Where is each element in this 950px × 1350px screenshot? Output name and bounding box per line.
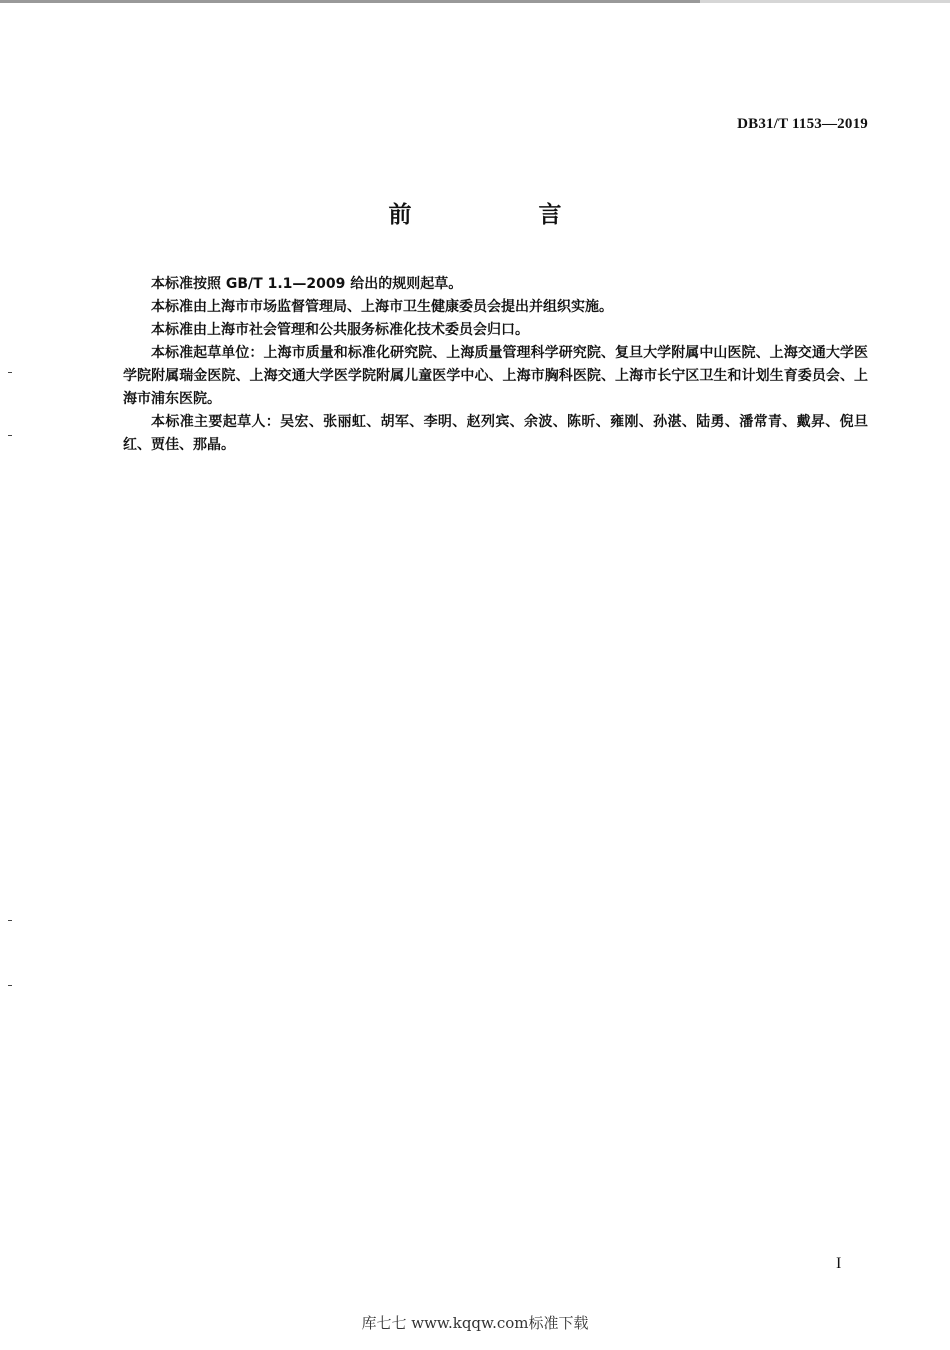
scan-margin-mark	[8, 920, 12, 921]
paragraph-committee: 本标准由上海市社会管理和公共服务标准化技术委员会归口。	[151, 322, 529, 338]
scan-margin-mark	[8, 372, 12, 373]
paragraph-drafting-units: 本标准起草单位：上海市质量和标准化研究院、上海质量管理科学研究院、复旦大学附属中山医院、上海交通大学医学院附属瑞金医院、上海交通大学医学院附属儿童医学中心、上海市胸科医院、上海市长宁区卫生和计划生育委员会、上海市浦东医院。	[123, 345, 868, 407]
standard-code: DB31/T 1153—2019	[737, 116, 868, 132]
top-border-line	[0, 0, 950, 3]
paragraph-drafting-rules: 本标准按照 GB/T 1.1—2009 给出的规则起草。	[151, 276, 463, 292]
scan-margin-mark	[8, 985, 12, 986]
foreword-body	[123, 273, 868, 457]
page-number: I	[836, 1255, 842, 1272]
page-title: 前 言	[388, 202, 614, 228]
scan-margin-mark	[8, 435, 12, 436]
footer-watermark-text: 库七七 www.kqqw.com标准下载	[361, 1314, 589, 1332]
paragraph-drafters: 本标准主要起草人：吴宏、张丽虹、胡军、李明、赵列宾、余波、陈昕、雍刚、孙湛、陆勇、潘常青、戴昇、倪旦红、贾佳、那晶。	[123, 414, 868, 453]
paragraph-proposer: 本标准由上海市市场监督管理局、上海市卫生健康委员会提出并组织实施。	[151, 299, 613, 315]
